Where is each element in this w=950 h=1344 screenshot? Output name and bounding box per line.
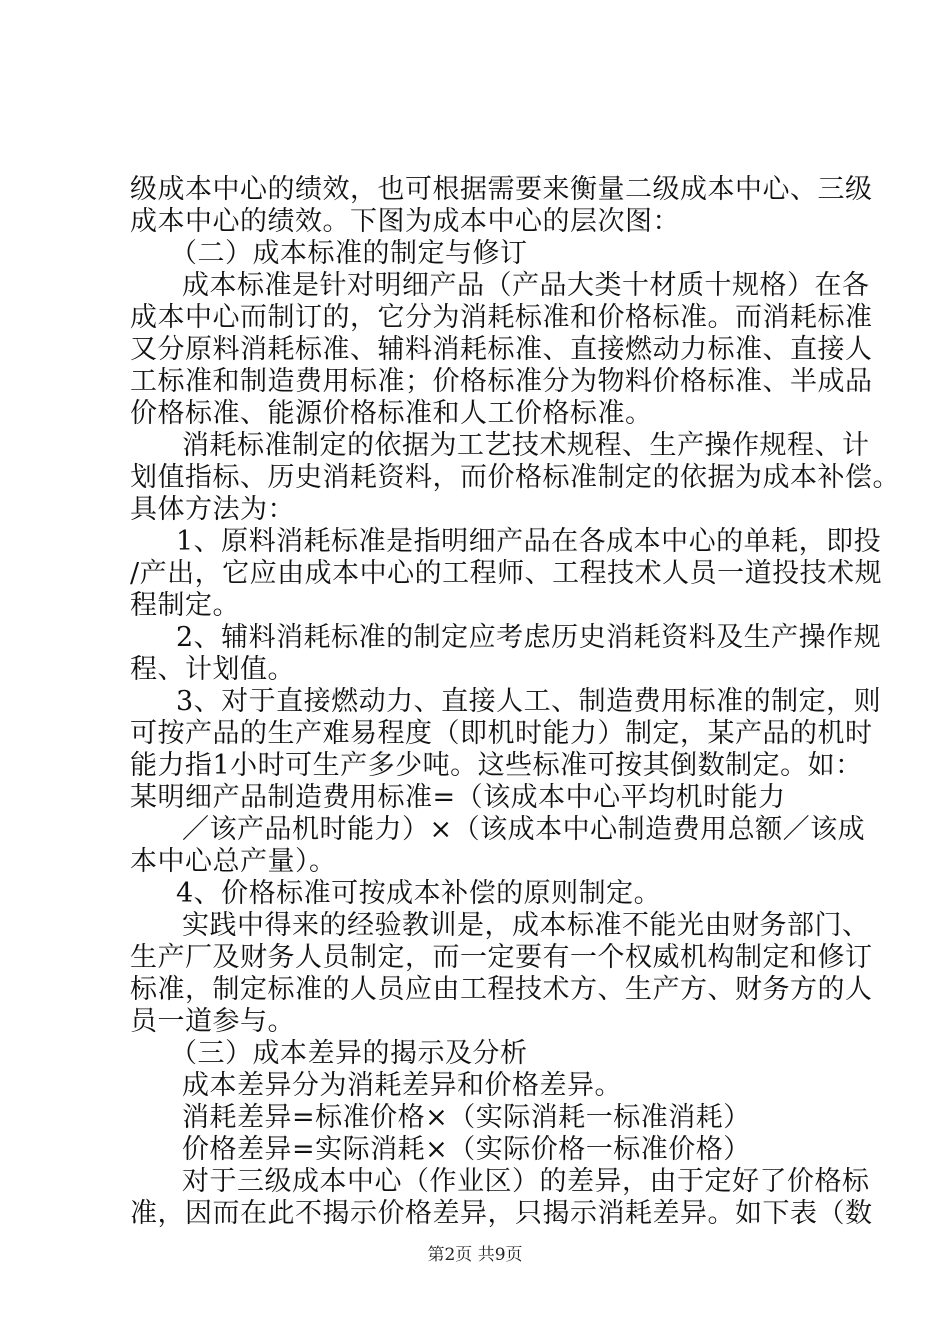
- section-heading: （二）成本标准的制定与修订: [170, 238, 528, 269]
- text-line: 级成本中心的绩效，也可根据需要来衡量二级成本中心、三级: [130, 174, 873, 205]
- text-line: 划值指标、历史消耗资料，而价格标准制定的依据为成本补偿。: [130, 462, 900, 493]
- text-line: 消耗标准制定的依据为工艺技术规程、生产操作规程、计: [182, 430, 870, 461]
- text-line: 具体方法为：: [130, 494, 295, 525]
- text-line: 实践中得来的经验教训是，成本标准不能光由财务部门、: [182, 910, 870, 941]
- text-line: 准，因而在此不揭示价格差异，只揭示消耗差异。如下表（数: [130, 1198, 873, 1229]
- text-line: 可按产品的生产难易程度（即机时能力）制定，某产品的机时: [130, 718, 873, 749]
- text-line: 工标准和制造费用标准；价格标准分为物料价格标准、半成品: [130, 366, 873, 397]
- text-line: 1、原料消耗标准是指明细产品在各成本中心的单耗，即投: [176, 526, 882, 557]
- text-line: 程制定。: [130, 590, 240, 621]
- formula-line: 消耗差异=标准价格×（实际消耗一标准消耗）: [182, 1102, 751, 1133]
- text-line: /产出，它应由成本中心的工程师、工程技术人员一道投技术规: [130, 558, 883, 589]
- text-line: 价格标准、能源价格标准和人工价格标准。: [130, 398, 653, 429]
- text-line: 标准，制定标准的人员应由工程技术方、生产方、财务方的人: [130, 974, 873, 1005]
- text-line: ／该产品机时能力）×（该成本中心制造费用总额／该成: [182, 814, 866, 845]
- text-line: 2、辅料消耗标准的制定应考虑历史消耗资料及生产操作规: [176, 622, 882, 653]
- text-line: 生产厂及财务人员制定，而一定要有一个权威机构制定和修订: [130, 942, 873, 973]
- text-line: 成本差异分为消耗差异和价格差异。: [182, 1070, 622, 1101]
- text-line: 本中心总产量）。: [130, 846, 337, 877]
- text-line: 又分原料消耗标准、辅料消耗标准、直接燃动力标准、直接人: [130, 334, 873, 365]
- formula-line: 价格差异=实际消耗×（实际价格一标准价格）: [182, 1134, 751, 1165]
- text-line: 成本中心而制订的，它分为消耗标准和价格标准。而消耗标准: [130, 302, 873, 333]
- text-line: 3、对于直接燃动力、直接人工、制造费用标准的制定，则: [176, 686, 882, 717]
- text-line: 某明细产品制造费用标准=（该成本中心平均机时能力: [130, 782, 786, 813]
- text-line: 对于三级成本中心（作业区）的差异，由于定好了价格标: [182, 1166, 870, 1197]
- page-footer: 第2页 共9页: [427, 1245, 523, 1265]
- text-line: 4、价格标准可按成本补偿的原则制定。: [176, 878, 662, 909]
- text-line: 成本标准是针对明细产品（产品大类十材质十规格）在各: [182, 270, 870, 301]
- text-line: 能力指1小时可生产多少吨。这些标准可按其倒数制定。如：: [130, 750, 863, 781]
- section-heading: （三）成本差异的揭示及分析: [170, 1038, 528, 1069]
- text-line: 成本中心的绩效。下图为成本中心的层次图：: [130, 206, 680, 237]
- text-line: 程、计划值。: [130, 654, 295, 685]
- text-line: 员一道参与。: [130, 1006, 295, 1037]
